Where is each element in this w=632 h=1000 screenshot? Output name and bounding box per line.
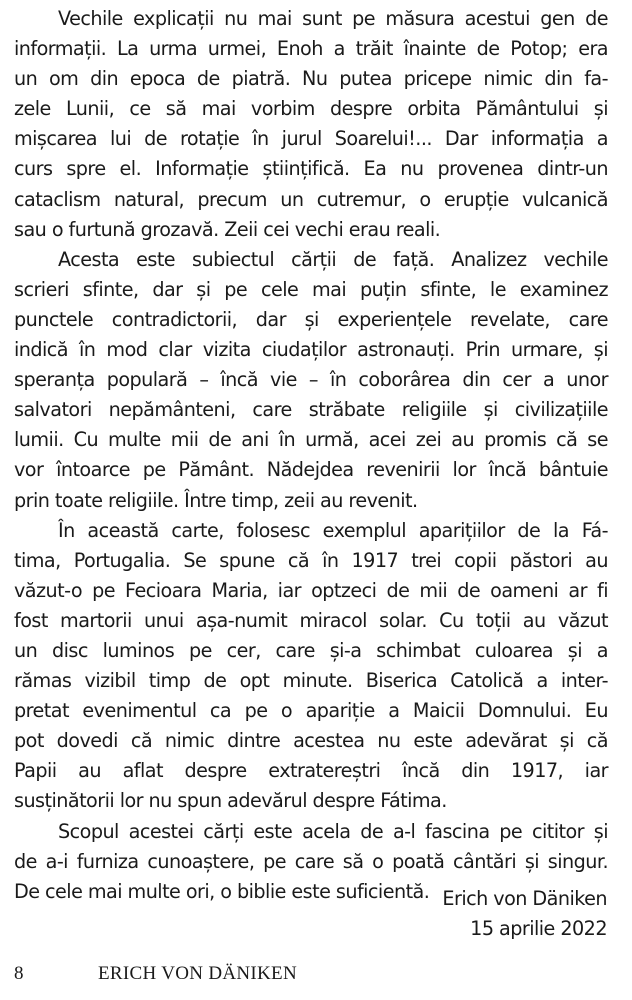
text-line: sau o furtună grozavă. Zeii cei vechi erau reali. — [14, 217, 441, 241]
text-line: speranța populară – încă vie – în coborârea din cer a unor — [14, 368, 608, 392]
text-line: un om din epoca de piatră. Nu putea pricepe nimic din fa- — [14, 67, 608, 91]
signature-date: 15 aprilie 2022 — [470, 917, 607, 940]
text-line: Papii au aflat despre extratereștri încă din 1917, iar — [14, 759, 608, 783]
text-line: lumii. Cu multe mii de ani în urmă, acei zei au promis că se — [14, 428, 608, 452]
text-line: În această carte, folosesc exemplul aparițiilor de la Fá- — [58, 518, 608, 542]
text-line: prin toate religiile. Între timp, zeii au revenit. — [14, 488, 418, 512]
paragraph-1 — [14, 4, 608, 245]
text-line: susținătorii lor nu spun adevărul despre Fátima. — [14, 789, 447, 813]
page-number: 8 — [14, 963, 24, 984]
text-line: un disc luminos pe cer, care și-a schimbat culoarea și a — [14, 638, 608, 662]
text-line: De cele mai multe ori, o biblie este suficientă. — [14, 879, 430, 903]
page-body — [14, 4, 608, 907]
text-line: tima, Portugalia. Se spune că în 1917 trei copii păstori au — [14, 548, 608, 572]
text-line: de a-i furniza cunoaștere, pe care să o poată cântări și singur. — [14, 849, 608, 873]
text-line: curs spre el. Informație științifică. Ea nu provenea dintr-un — [14, 157, 608, 181]
text-line: Acesta este subiectul cărții de față. Analizez vechile — [58, 247, 608, 271]
text-line: văzut-o pe Fecioara Maria, iar optzeci de mii de oameni ar fi — [14, 578, 608, 602]
signature-author: Erich von Däniken — [442, 887, 607, 910]
text-line: vor întoarce pe Pământ. Nădejdea revenirii lor încă bântuie — [14, 458, 608, 482]
text-line: informații. La urma urmei, Enoh a trăit înainte de Potop; era — [14, 37, 608, 61]
text-line: Vechile explicații nu mai sunt pe măsura acestui gen de — [58, 7, 608, 30]
text-line: mișcarea lui de rotație în jurul Soarelui!... Dar informația a — [14, 127, 608, 151]
text-line: rămas vizibil timp de opt minute. Biserica Catolică a inter- — [14, 669, 608, 693]
text-line: fost martorii unui așa-numit miracol solar. Cu toții au văzut — [14, 608, 608, 632]
text-line: scrieri sfinte, dar și pe cele mai puțin sfinte, le examinez — [14, 277, 608, 301]
running-head: ERICH VON DÄNIKEN — [98, 963, 297, 984]
paragraph-2 — [14, 245, 608, 516]
text-line: cataclism natural, precum un cutremur, o erupție vulcanică — [14, 187, 608, 211]
text-line: punctele contradictorii, dar și experiențele revelate, care — [14, 307, 608, 331]
text-line: indică în mod clar vizita ciudaților astronauți. Prin urmare, și — [14, 338, 608, 362]
text-line: zele Lunii, ce să mai vorbim despre orbita Pământului și — [14, 97, 608, 121]
paragraph-3 — [14, 516, 608, 817]
text-line: Scopul acestei cărți este acela de a-l fascina pe cititor și — [58, 819, 608, 843]
text-line: salvatori nepământeni, care străbate religiile și civilizațiile — [14, 398, 608, 422]
text-line: pot dovedi că nimic dintre acestea nu este adevărat și că — [14, 729, 608, 753]
text-line: pretat evenimentul ca pe o apariție a Maicii Domnului. Eu — [14, 699, 608, 723]
